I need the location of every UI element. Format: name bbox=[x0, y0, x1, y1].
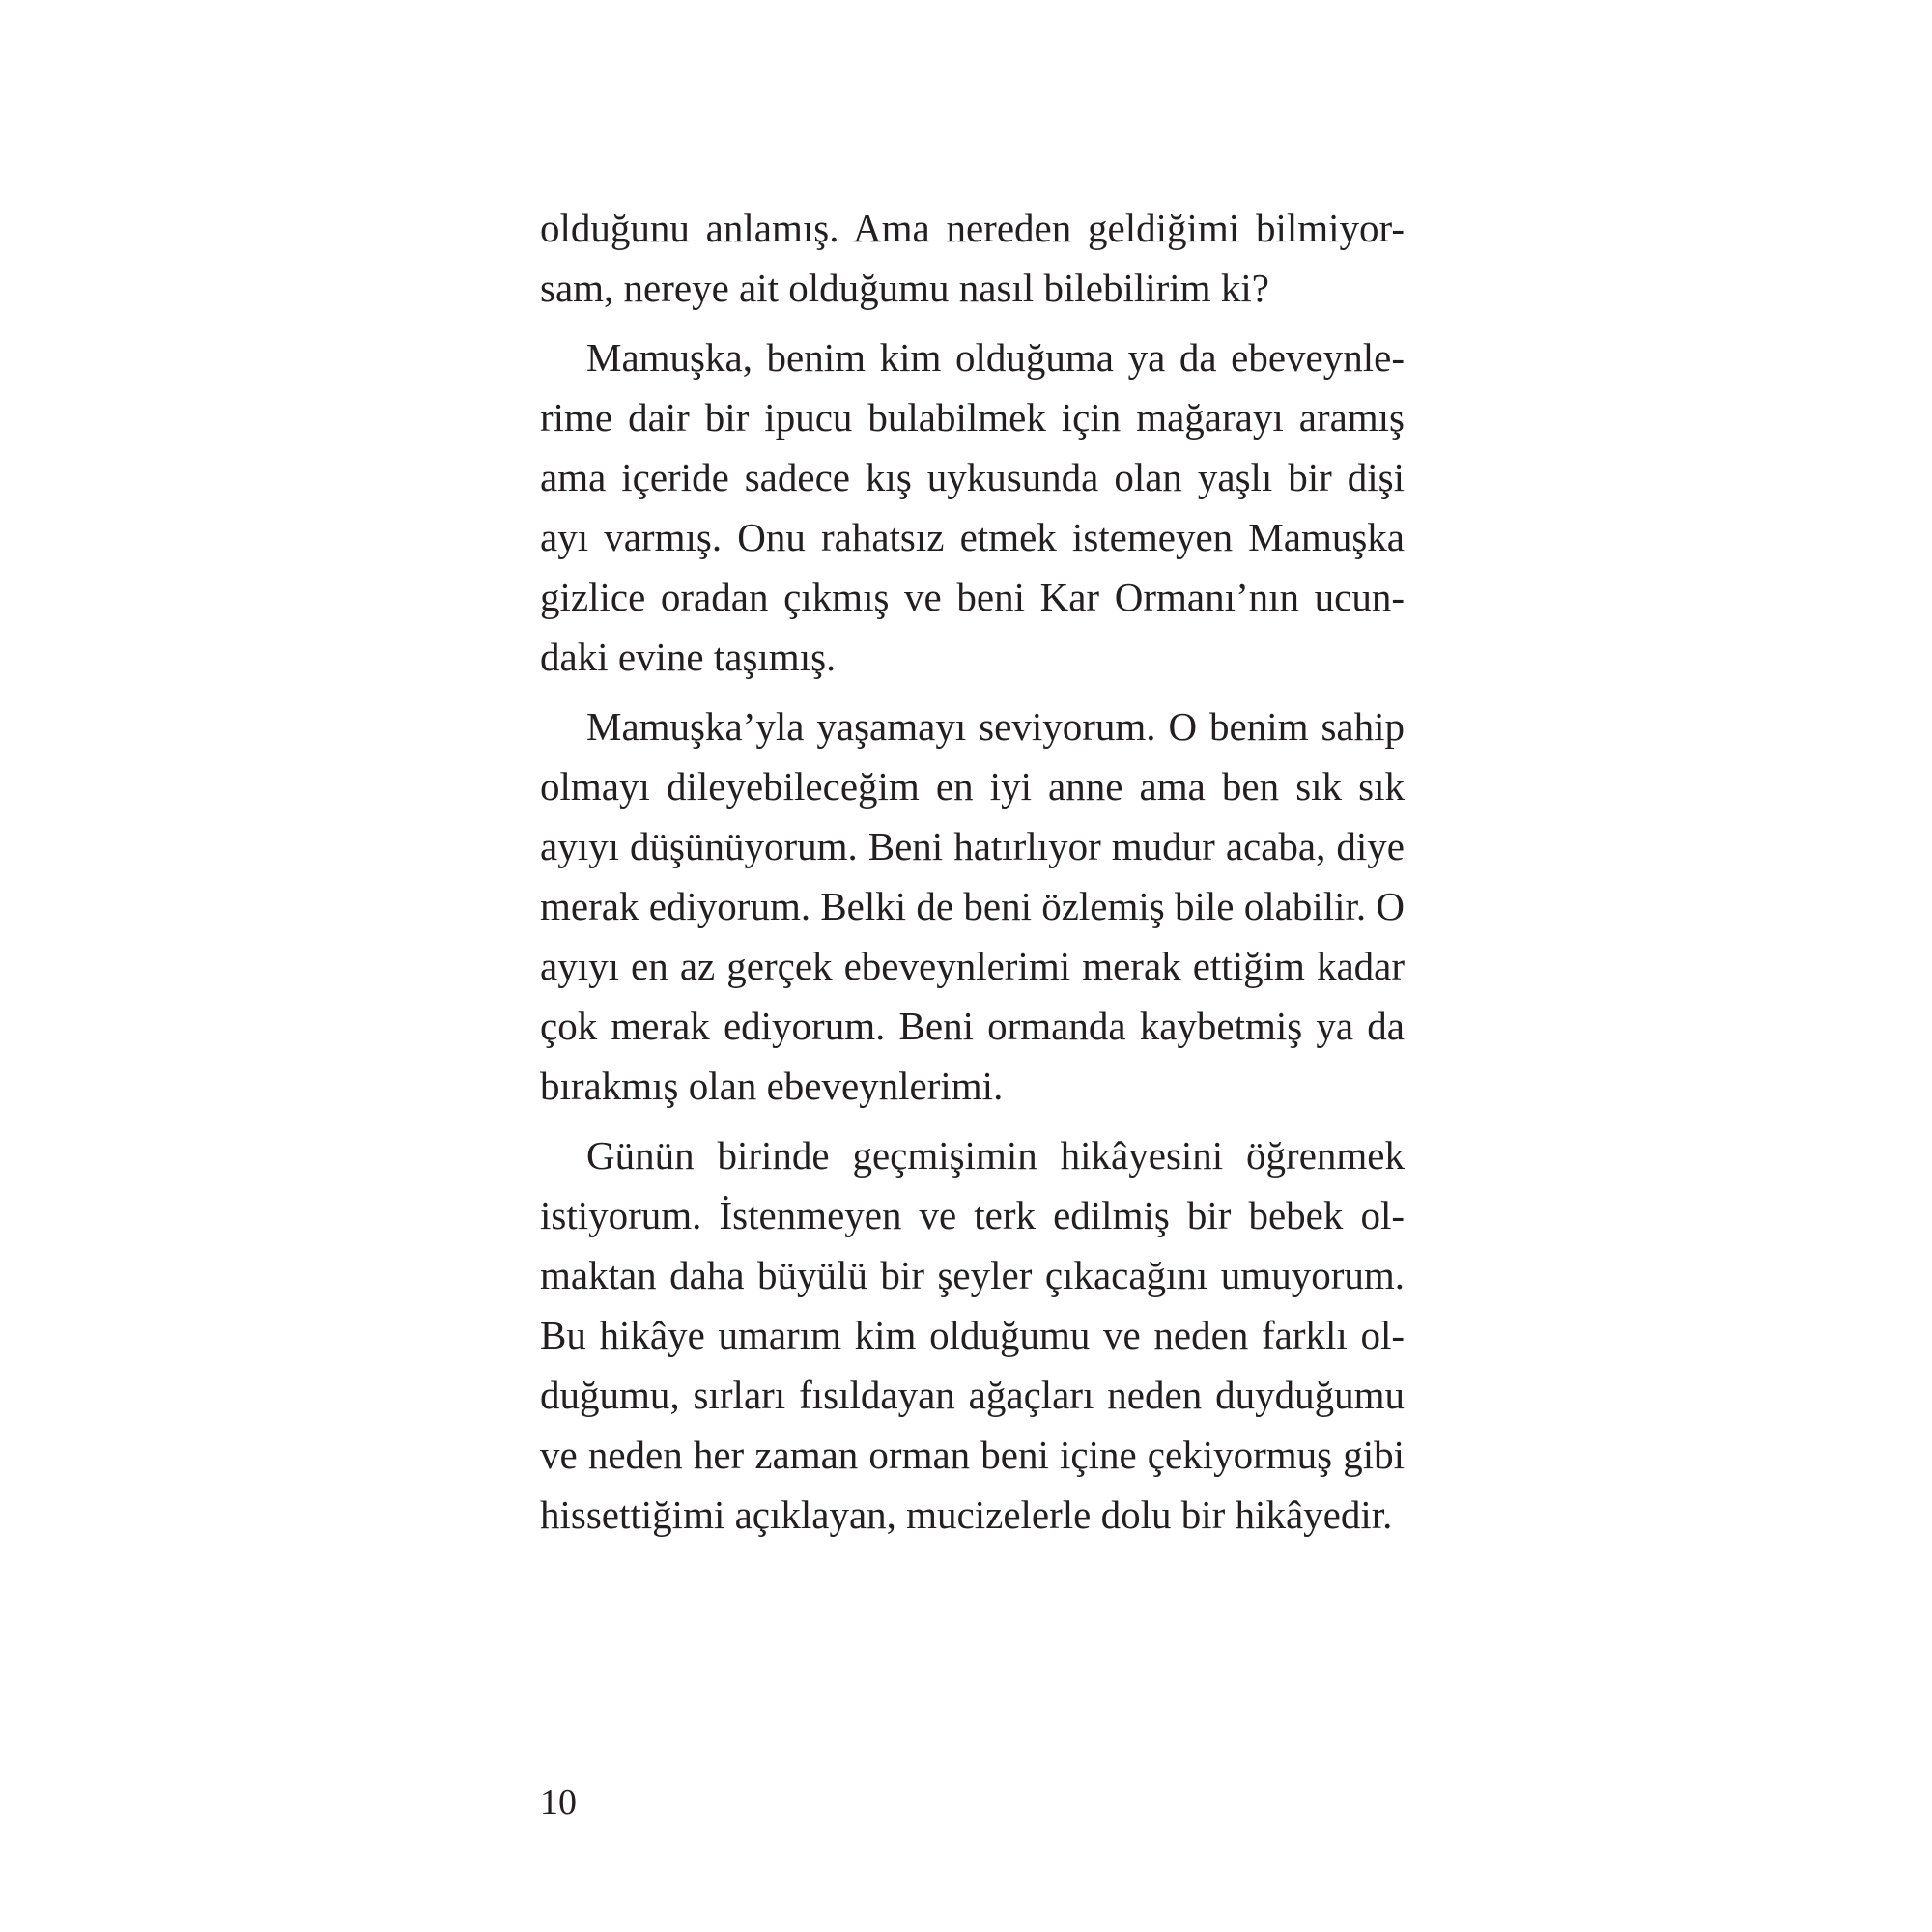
text-line: ayı varmış. Onu rahatsız etmek istemeyen Mamuşka bbox=[540, 515, 1405, 559]
text-line: ayıyı düşünüyorum. Beni hatırlıyor mudur acaba, diye bbox=[540, 824, 1405, 868]
text-line: rime dair bir ipucu bulabilmek için mağarayı aramış bbox=[540, 395, 1405, 440]
text-line: Mamuşka, benim kim olduğuma ya da ebeveynle- bbox=[586, 335, 1405, 380]
paragraph-1 bbox=[540, 198, 1405, 318]
text-line: maktan daha büyülü bir şeyler çıkacağını umuyorum. bbox=[540, 1253, 1405, 1297]
text-line: hissettiğimi açıklayan, mucizelerle dolu bir hikâyedir. bbox=[540, 1492, 1393, 1537]
text-line: merak ediyorum. Belki de beni özlemiş bile olabilir. O bbox=[540, 884, 1405, 928]
text-line: Mamuşka’yla yaşamayı seviyorum. O benim sahip bbox=[586, 704, 1405, 749]
text-line: Günün birinde geçmişimin hikâyesini öğrenmek bbox=[586, 1133, 1405, 1178]
text-line: olmayı dileyebileceğim en iyi anne ama ben sık sık bbox=[540, 764, 1405, 809]
page-number: 10 bbox=[540, 1782, 577, 1823]
text-line: sam, nereye ait olduğumu nasıl bilebilirim ki? bbox=[540, 266, 1269, 310]
text-line: Bu hikâye umarım kim olduğumu ve neden farklı ol- bbox=[540, 1313, 1405, 1357]
text-line: ayıyı en az gerçek ebeveynlerimi merak ettiğim kadar bbox=[540, 944, 1405, 988]
paragraph-3 bbox=[540, 696, 1405, 1116]
body-text bbox=[540, 198, 1405, 1545]
text-line: ama içeride sadece kış uykusunda olan yaşlı bir dişi bbox=[540, 455, 1405, 499]
text-line: daki evine taşımış. bbox=[540, 635, 837, 679]
text-line: olduğunu anlamış. Ama nereden geldiğimi bilmiyor- bbox=[540, 206, 1405, 250]
text-line: çok merak ediyorum. Beni ormanda kaybetmiş ya da bbox=[540, 1004, 1405, 1048]
text-line: istiyorum. İstenmeyen ve terk edilmiş bir bebek ol- bbox=[540, 1193, 1405, 1237]
paragraph-2 bbox=[540, 327, 1405, 687]
text-line: ve neden her zaman orman beni içine çekiyormuş gibi bbox=[540, 1433, 1405, 1477]
paragraph-4 bbox=[540, 1125, 1405, 1545]
text-line: duğumu, sırları fısıldayan ağaçları neden duyduğumu bbox=[540, 1373, 1405, 1417]
text-line: gizlice oradan çıkmış ve beni Kar Ormanı’nın ucun- bbox=[540, 575, 1405, 619]
text-line: bırakmış olan ebeveynlerimi. bbox=[540, 1064, 1004, 1108]
